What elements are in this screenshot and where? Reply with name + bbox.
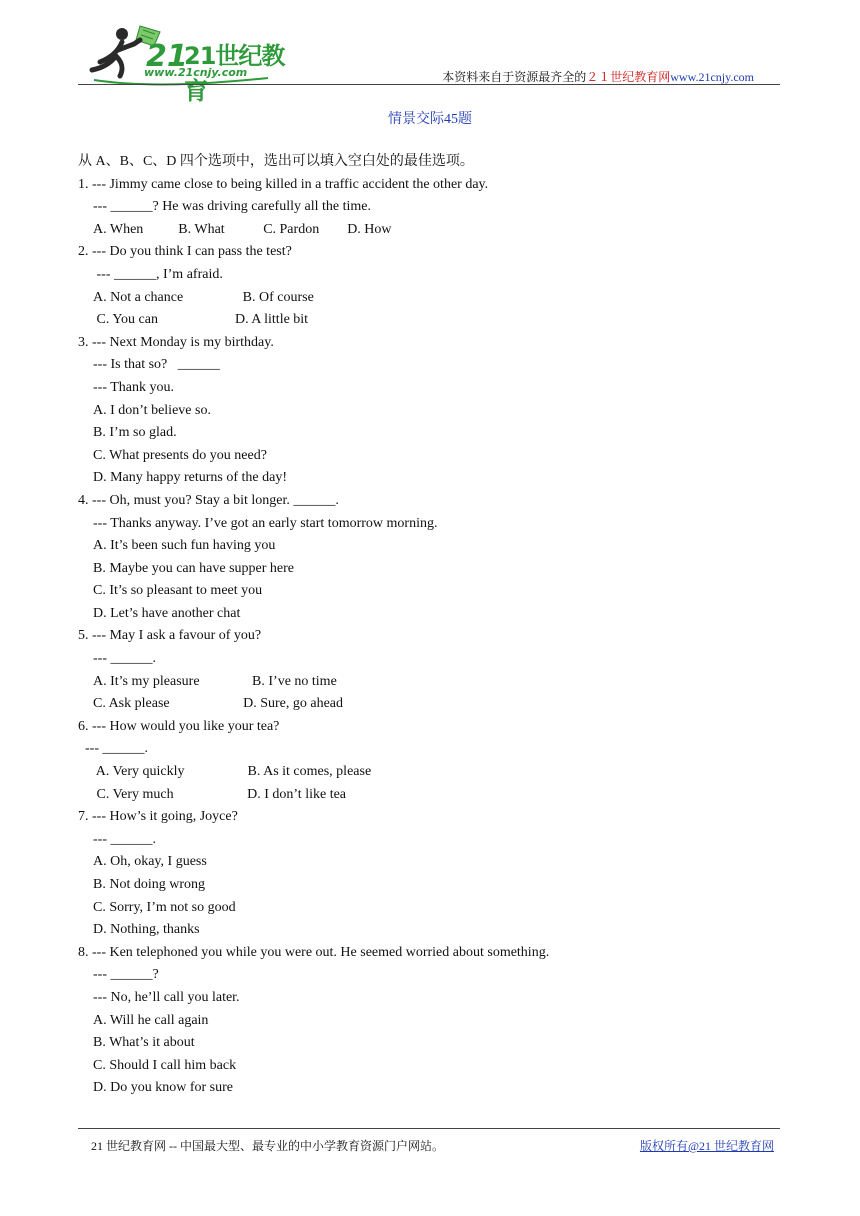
logo-url: www.21cnjy.com bbox=[144, 66, 248, 79]
text-line: 从 A、B、C、D 四个选项中，选出可以填入空白处的最佳选项。 bbox=[78, 154, 474, 169]
text-line: A. Very quickly B. As it comes, please bbox=[93, 764, 372, 780]
text-line: 7. --- How’s it going, Joyce? bbox=[78, 809, 238, 825]
text-line: C. What presents do you need? bbox=[93, 447, 267, 463]
text-line: 4. --- Oh, must you? Stay a bit longer. ______. bbox=[78, 492, 339, 508]
text-line: --- Thank you. bbox=[93, 379, 174, 395]
text-line: C. Should I call him back bbox=[93, 1057, 237, 1073]
text-line: 1. --- Jimmy came close to being killed in a traffic accident the other day. bbox=[78, 176, 489, 192]
text-line: --- ______? bbox=[93, 967, 159, 983]
text-line: A. It’s my pleasure B. I’ve no time bbox=[93, 673, 337, 689]
text-line: --- Is that so? ______ bbox=[93, 357, 220, 373]
text-line: --- ______? He was driving carefully all the time. bbox=[93, 199, 371, 215]
text-line: A. It’s been such fun having you bbox=[93, 538, 276, 554]
text-line: C. You can D. A little bit bbox=[93, 312, 309, 328]
text-line: 5. --- May I ask a favour of you? bbox=[78, 628, 262, 644]
text-line: B. Not doing wrong bbox=[93, 877, 205, 892]
text-line: A. Will he call again bbox=[93, 1012, 209, 1028]
text-line: D. Do you know for sure bbox=[93, 1080, 233, 1096]
text-line: --- No, he’ll call you later. bbox=[93, 989, 240, 1005]
header-note-url[interactable]: www.21cnjy.com bbox=[670, 70, 754, 84]
header-note-site: ２１世纪教育网 bbox=[586, 70, 671, 84]
text-line: D. Nothing, thanks bbox=[93, 922, 200, 938]
footer-divider bbox=[78, 1128, 780, 1129]
copyright-link[interactable]: 版权所有@21 世纪教育网 bbox=[639, 1139, 774, 1153]
text-line: --- ______. bbox=[93, 831, 156, 847]
text-line: --- ______, I’m afraid. bbox=[93, 266, 223, 282]
header-note-prefix: 本资料来自于资源最齐全的 bbox=[442, 70, 587, 84]
text-line: 3. --- Next Monday is my birthday. bbox=[78, 334, 274, 350]
text-line: --- ______. bbox=[78, 741, 148, 757]
footer-text: 21 世纪教育网 -- 中国最大型、最专业的中小学教育资源门户网站。 bbox=[91, 1139, 444, 1153]
text-line: C. It’s so pleasant to meet you bbox=[93, 583, 263, 599]
text-line: 2. --- Do you think I can pass the test? bbox=[78, 244, 292, 260]
text-line: D. Many happy returns of the day! bbox=[93, 470, 288, 486]
header-divider bbox=[78, 84, 780, 85]
logo-21-text: 21 bbox=[146, 39, 188, 74]
text-line: A. I don’t believe so. bbox=[93, 402, 211, 418]
text-line: D. Let’s have another chat bbox=[93, 605, 241, 621]
text-line: --- ______. bbox=[93, 651, 156, 667]
header-note bbox=[442, 68, 754, 85]
exercise-content bbox=[78, 151, 778, 1100]
text-line: A. Oh, okay, I guess bbox=[93, 854, 207, 870]
text-line: C. Ask please D. Sure, go ahead bbox=[93, 696, 344, 712]
logo-title: 21世纪教育 bbox=[184, 42, 285, 105]
site-logo bbox=[88, 22, 288, 105]
text-line: A. When B. What C. Pardon D. How bbox=[93, 221, 392, 237]
text-line: B. Maybe you can have supper here bbox=[93, 560, 294, 576]
text-line: C. Sorry, I’m not so good bbox=[93, 899, 236, 915]
text-line: C. Very much D. I don’t like tea bbox=[93, 786, 347, 802]
text-line: 6. --- How would you like your tea? bbox=[78, 718, 280, 734]
text-line: A. Not a chance B. Of course bbox=[93, 289, 314, 305]
text-line: 8. --- Ken telephoned you while you were out. He seemed worried about something. bbox=[78, 944, 550, 960]
page-title: 情景交际45题 bbox=[388, 112, 472, 127]
text-line: B. What’s it about bbox=[93, 1035, 195, 1051]
text-line: --- Thanks anyway. I’ve got an early start tomorrow morning. bbox=[93, 515, 438, 531]
text-line: B. I’m so glad. bbox=[93, 425, 177, 441]
